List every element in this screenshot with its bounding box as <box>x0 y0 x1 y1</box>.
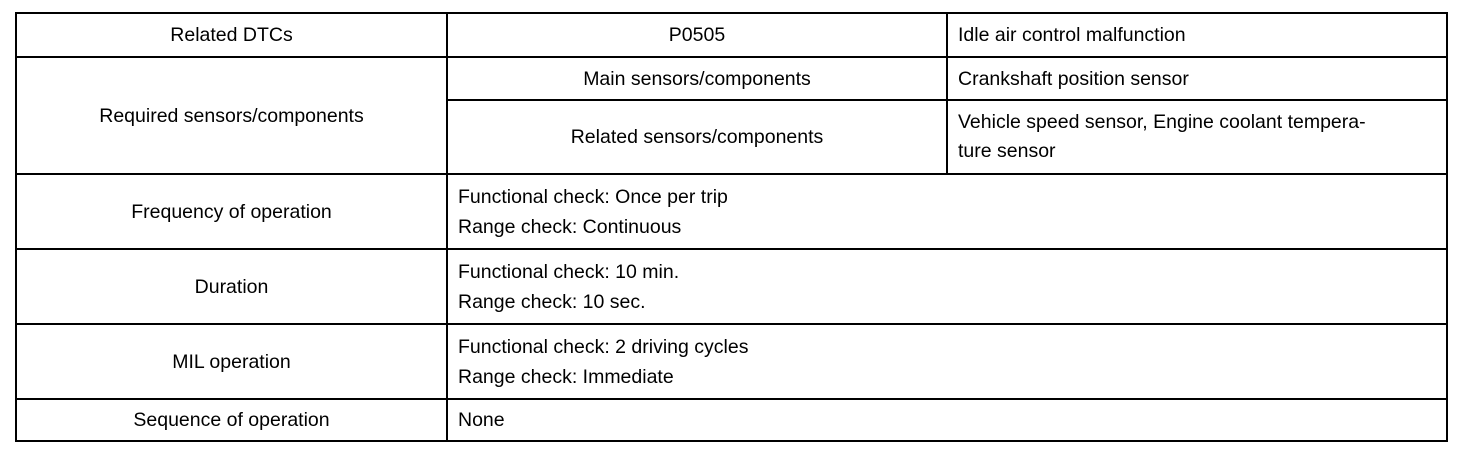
frequency-label: Frequency of operation <box>16 174 447 249</box>
duration-range-check: Range check: 10 sec. <box>458 290 646 313</box>
row-sequence <box>16 399 1447 441</box>
mil-operation-value <box>447 324 1447 399</box>
related-sensors-value-line2: ture sensor <box>958 140 1056 162</box>
required-sensors-label: Required sensors/components <box>16 57 447 174</box>
frequency-range-check: Range check: Continuous <box>458 215 682 238</box>
related-sensors-value <box>947 100 1447 174</box>
row-related-dtcs <box>16 13 1447 57</box>
frequency-functional-check: Functional check: Once per trip <box>458 185 728 208</box>
frequency-value <box>447 174 1447 249</box>
mil-range-check: Range check: Immediate <box>458 365 674 388</box>
duration-functional-check: Functional check: 10 min. <box>458 260 680 283</box>
duration-value <box>447 249 1447 324</box>
row-mil-operation <box>16 324 1447 399</box>
dtc-code: P0505 <box>447 13 947 57</box>
sequence-label: Sequence of operation <box>16 399 447 441</box>
related-sensors-value-line1: Vehicle speed sensor, Engine coolant tempera- <box>958 111 1366 133</box>
related-sensors-label: Related sensors/components <box>447 100 947 174</box>
row-main-sensors <box>16 57 1447 100</box>
main-sensors-label: Main sensors/components <box>447 57 947 100</box>
dtc-description: Idle air control malfunction <box>947 13 1447 57</box>
mil-operation-label: MIL operation <box>16 324 447 399</box>
sequence-value: None <box>447 399 1447 441</box>
mil-functional-check: Functional check: 2 driving cycles <box>458 335 749 358</box>
row-frequency <box>16 174 1447 249</box>
duration-label: Duration <box>16 249 447 324</box>
related-dtcs-label: Related DTCs <box>16 13 447 57</box>
row-duration <box>16 249 1447 324</box>
monitor-spec-table <box>15 12 1448 442</box>
main-sensors-value: Crankshaft position sensor <box>947 57 1447 100</box>
